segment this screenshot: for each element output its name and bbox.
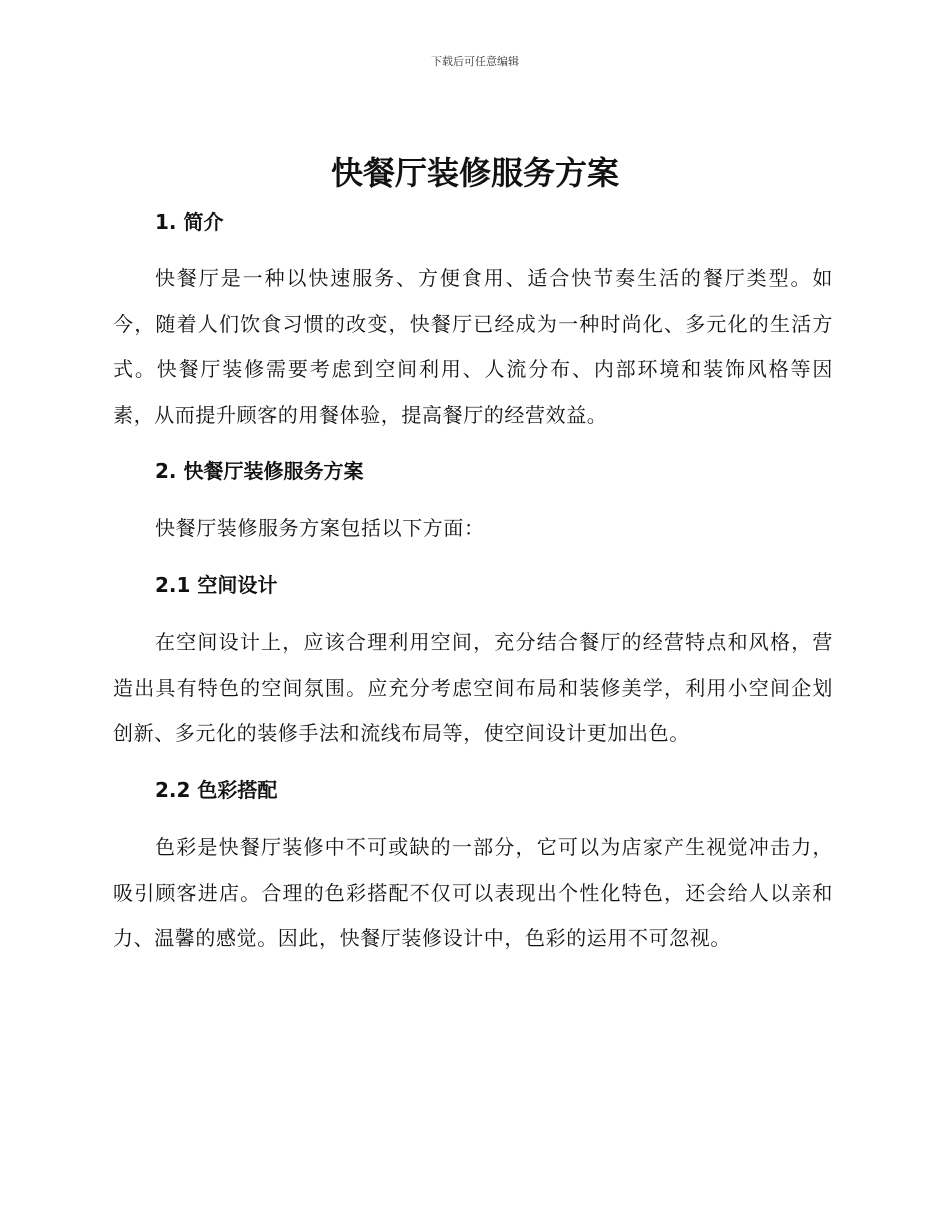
section-heading-color-matching: 2.2 色彩搭配 [155, 778, 278, 802]
section-paragraph-intro: 快餐厅是一种以快速服务、方便食用、适合快节奏生活的餐厅类型。如今，随着人们饮食习惯的改变，快餐厅已经成为一种时尚化、多元化的生活方式。快餐厅装修需要考虑到空间利用、人流分布、内部环境和装饰风格等因素，从而提升顾客的用餐体验，提高餐厅的经营效益。 [113, 266, 833, 427]
section-paragraph-service-plan: 快餐厅装修服务方案包括以下方面： [155, 516, 485, 540]
section-heading-space-design: 2.1 空间设计 [155, 573, 278, 597]
section-paragraph-space-design: 在空间设计上，应该合理利用空间，充分结合餐厅的经营特点和风格，营造出具有特色的空间氛围。应充分考虑空间布局和装修美学，利用小空间企划创新、多元化的装修手法和流线布局等，使空间设计更加出色。 [113, 630, 833, 745]
header-note: 下载后可任意编辑 [431, 55, 519, 68]
section-heading-intro: 1. 简介 [155, 210, 224, 234]
section-paragraph-color-matching: 色彩是快餐厅装修中不可或缺的一部分，它可以为店家产生视觉冲击力，吸引顾客进店。合理的色彩搭配不仅可以表现出个性化特色，还会给人以亲和力、温馨的感觉。因此，快餐厅装修设计中，色彩的运用不可忽视。 [113, 835, 833, 950]
document-title: 快餐厅装修服务方案 [330, 154, 619, 192]
section-heading-service-plan: 2. 快餐厅装修服务方案 [155, 459, 364, 483]
